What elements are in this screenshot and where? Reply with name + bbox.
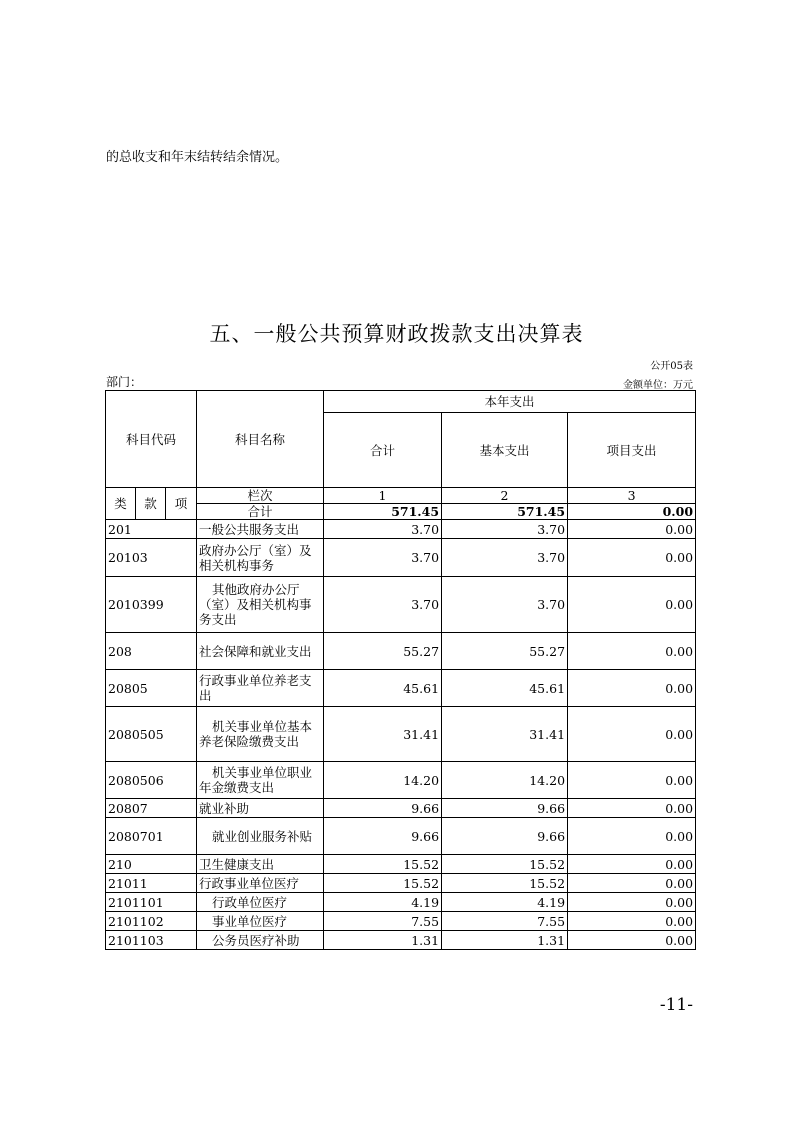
row-project: 0.00 <box>568 520 696 539</box>
row-name: 社会保障和就业支出 <box>197 633 324 670</box>
row-total: 31.41 <box>324 707 442 762</box>
header-col1: 1 <box>324 488 442 504</box>
unit-label: 金额单位：万元 <box>623 380 693 391</box>
row-basic: 45.61 <box>442 670 568 707</box>
row-code: 208 <box>106 633 197 670</box>
row-basic: 3.70 <box>442 539 568 577</box>
header-annual-expenditure: 本年支出 <box>324 391 696 413</box>
row-total: 1.31 <box>324 931 442 950</box>
table-row <box>106 874 696 893</box>
row-basic: 15.52 <box>442 855 568 874</box>
header-total: 合计 <box>324 413 442 488</box>
row-total: 55.27 <box>324 633 442 670</box>
row-total: 7.55 <box>324 912 442 931</box>
table-row <box>106 931 696 950</box>
row-project: 0.00 <box>568 818 696 855</box>
table-row <box>106 855 696 874</box>
row-basic: 31.41 <box>442 707 568 762</box>
row-project: 0.00 <box>568 893 696 912</box>
table-row <box>106 539 696 577</box>
table-row <box>106 893 696 912</box>
row-total: 45.61 <box>324 670 442 707</box>
row-code: 20805 <box>106 670 197 707</box>
row-code: 2010399 <box>106 577 197 633</box>
row-name: 机关事业单位职业年金缴费支出 <box>197 762 324 799</box>
header-basic: 基本支出 <box>442 413 568 488</box>
row-basic: 9.66 <box>442 799 568 818</box>
row-code: 2101103 <box>106 931 197 950</box>
row-code: 2080506 <box>106 762 197 799</box>
table-row <box>106 799 696 818</box>
row-name: 政府办公厅（室）及相关机构事务 <box>197 539 324 577</box>
table-row <box>106 818 696 855</box>
row-basic: 1.31 <box>442 931 568 950</box>
header-lei: 类 <box>106 488 136 520</box>
row-basic: 14.20 <box>442 762 568 799</box>
row-basic: 7.55 <box>442 912 568 931</box>
row-project: 0.00 <box>568 670 696 707</box>
row-project: 0.00 <box>568 799 696 818</box>
row-name: 一般公共服务支出 <box>197 520 324 539</box>
row-total: 9.66 <box>324 799 442 818</box>
row-total: 3.70 <box>324 577 442 633</box>
row-project: 0.00 <box>568 874 696 893</box>
row-project: 0.00 <box>568 931 696 950</box>
row-code: 210 <box>106 855 197 874</box>
sum-project: 0.00 <box>568 504 696 520</box>
row-project: 0.00 <box>568 577 696 633</box>
row-code: 2080505 <box>106 707 197 762</box>
row-total: 3.70 <box>324 539 442 577</box>
page-title: 五、一般公共预算财政拨款支出决算表 <box>209 322 584 346</box>
row-name: 事业单位医疗 <box>197 912 324 931</box>
row-code: 2101102 <box>106 912 197 931</box>
table-row <box>106 670 696 707</box>
department-label: 部门： <box>106 375 143 389</box>
row-basic: 3.70 <box>442 577 568 633</box>
row-total: 14.20 <box>324 762 442 799</box>
row-name: 就业创业服务补贴 <box>197 818 324 855</box>
row-name: 就业补助 <box>197 799 324 818</box>
row-basic: 4.19 <box>442 893 568 912</box>
row-name: 公务员医疗补助 <box>197 931 324 950</box>
sum-label: 合计 <box>197 504 324 520</box>
row-project: 0.00 <box>568 539 696 577</box>
row-name: 机关事业单位基本养老保险缴费支出 <box>197 707 324 762</box>
table-row <box>106 577 696 633</box>
row-total: 4.19 <box>324 893 442 912</box>
header-column-seq: 栏次 <box>197 488 324 504</box>
row-total: 15.52 <box>324 874 442 893</box>
table-row <box>106 707 696 762</box>
table-row <box>106 633 696 670</box>
table-row <box>106 762 696 799</box>
header-col2: 2 <box>442 488 568 504</box>
page-number: -11- <box>659 995 693 1015</box>
row-basic: 55.27 <box>442 633 568 670</box>
row-basic: 15.52 <box>442 874 568 893</box>
row-total: 3.70 <box>324 520 442 539</box>
row-total: 15.52 <box>324 855 442 874</box>
row-project: 0.00 <box>568 633 696 670</box>
header-kuan: 款 <box>136 488 166 520</box>
row-project: 0.00 <box>568 762 696 799</box>
row-code: 20807 <box>106 799 197 818</box>
row-basic: 9.66 <box>442 818 568 855</box>
row-code: 21011 <box>106 874 197 893</box>
header-code: 科目代码 <box>106 391 197 488</box>
row-project: 0.00 <box>568 855 696 874</box>
row-name: 行政事业单位医疗 <box>197 874 324 893</box>
sum-basic: 571.45 <box>442 504 568 520</box>
expenditure-table <box>105 390 696 950</box>
table-row <box>106 912 696 931</box>
row-name: 其他政府办公厅（室）及相关机构事务支出 <box>197 577 324 633</box>
row-name: 卫生健康支出 <box>197 855 324 874</box>
sum-total: 571.45 <box>324 504 442 520</box>
row-code: 201 <box>106 520 197 539</box>
form-number: 公开05表 <box>650 361 693 372</box>
row-project: 0.00 <box>568 707 696 762</box>
header-xiang: 项 <box>166 488 197 520</box>
header-col3: 3 <box>568 488 696 504</box>
row-name: 行政单位医疗 <box>197 893 324 912</box>
header-name: 科目名称 <box>197 391 324 488</box>
row-total: 9.66 <box>324 818 442 855</box>
row-name: 行政事业单位养老支出 <box>197 670 324 707</box>
row-code: 20103 <box>106 539 197 577</box>
intro-text: 的总收支和年末结转结余情况。 <box>106 150 289 165</box>
table-row <box>106 520 696 539</box>
row-basic: 3.70 <box>442 520 568 539</box>
row-code: 2080701 <box>106 818 197 855</box>
row-project: 0.00 <box>568 912 696 931</box>
header-project: 项目支出 <box>568 413 696 488</box>
row-code: 2101101 <box>106 893 197 912</box>
